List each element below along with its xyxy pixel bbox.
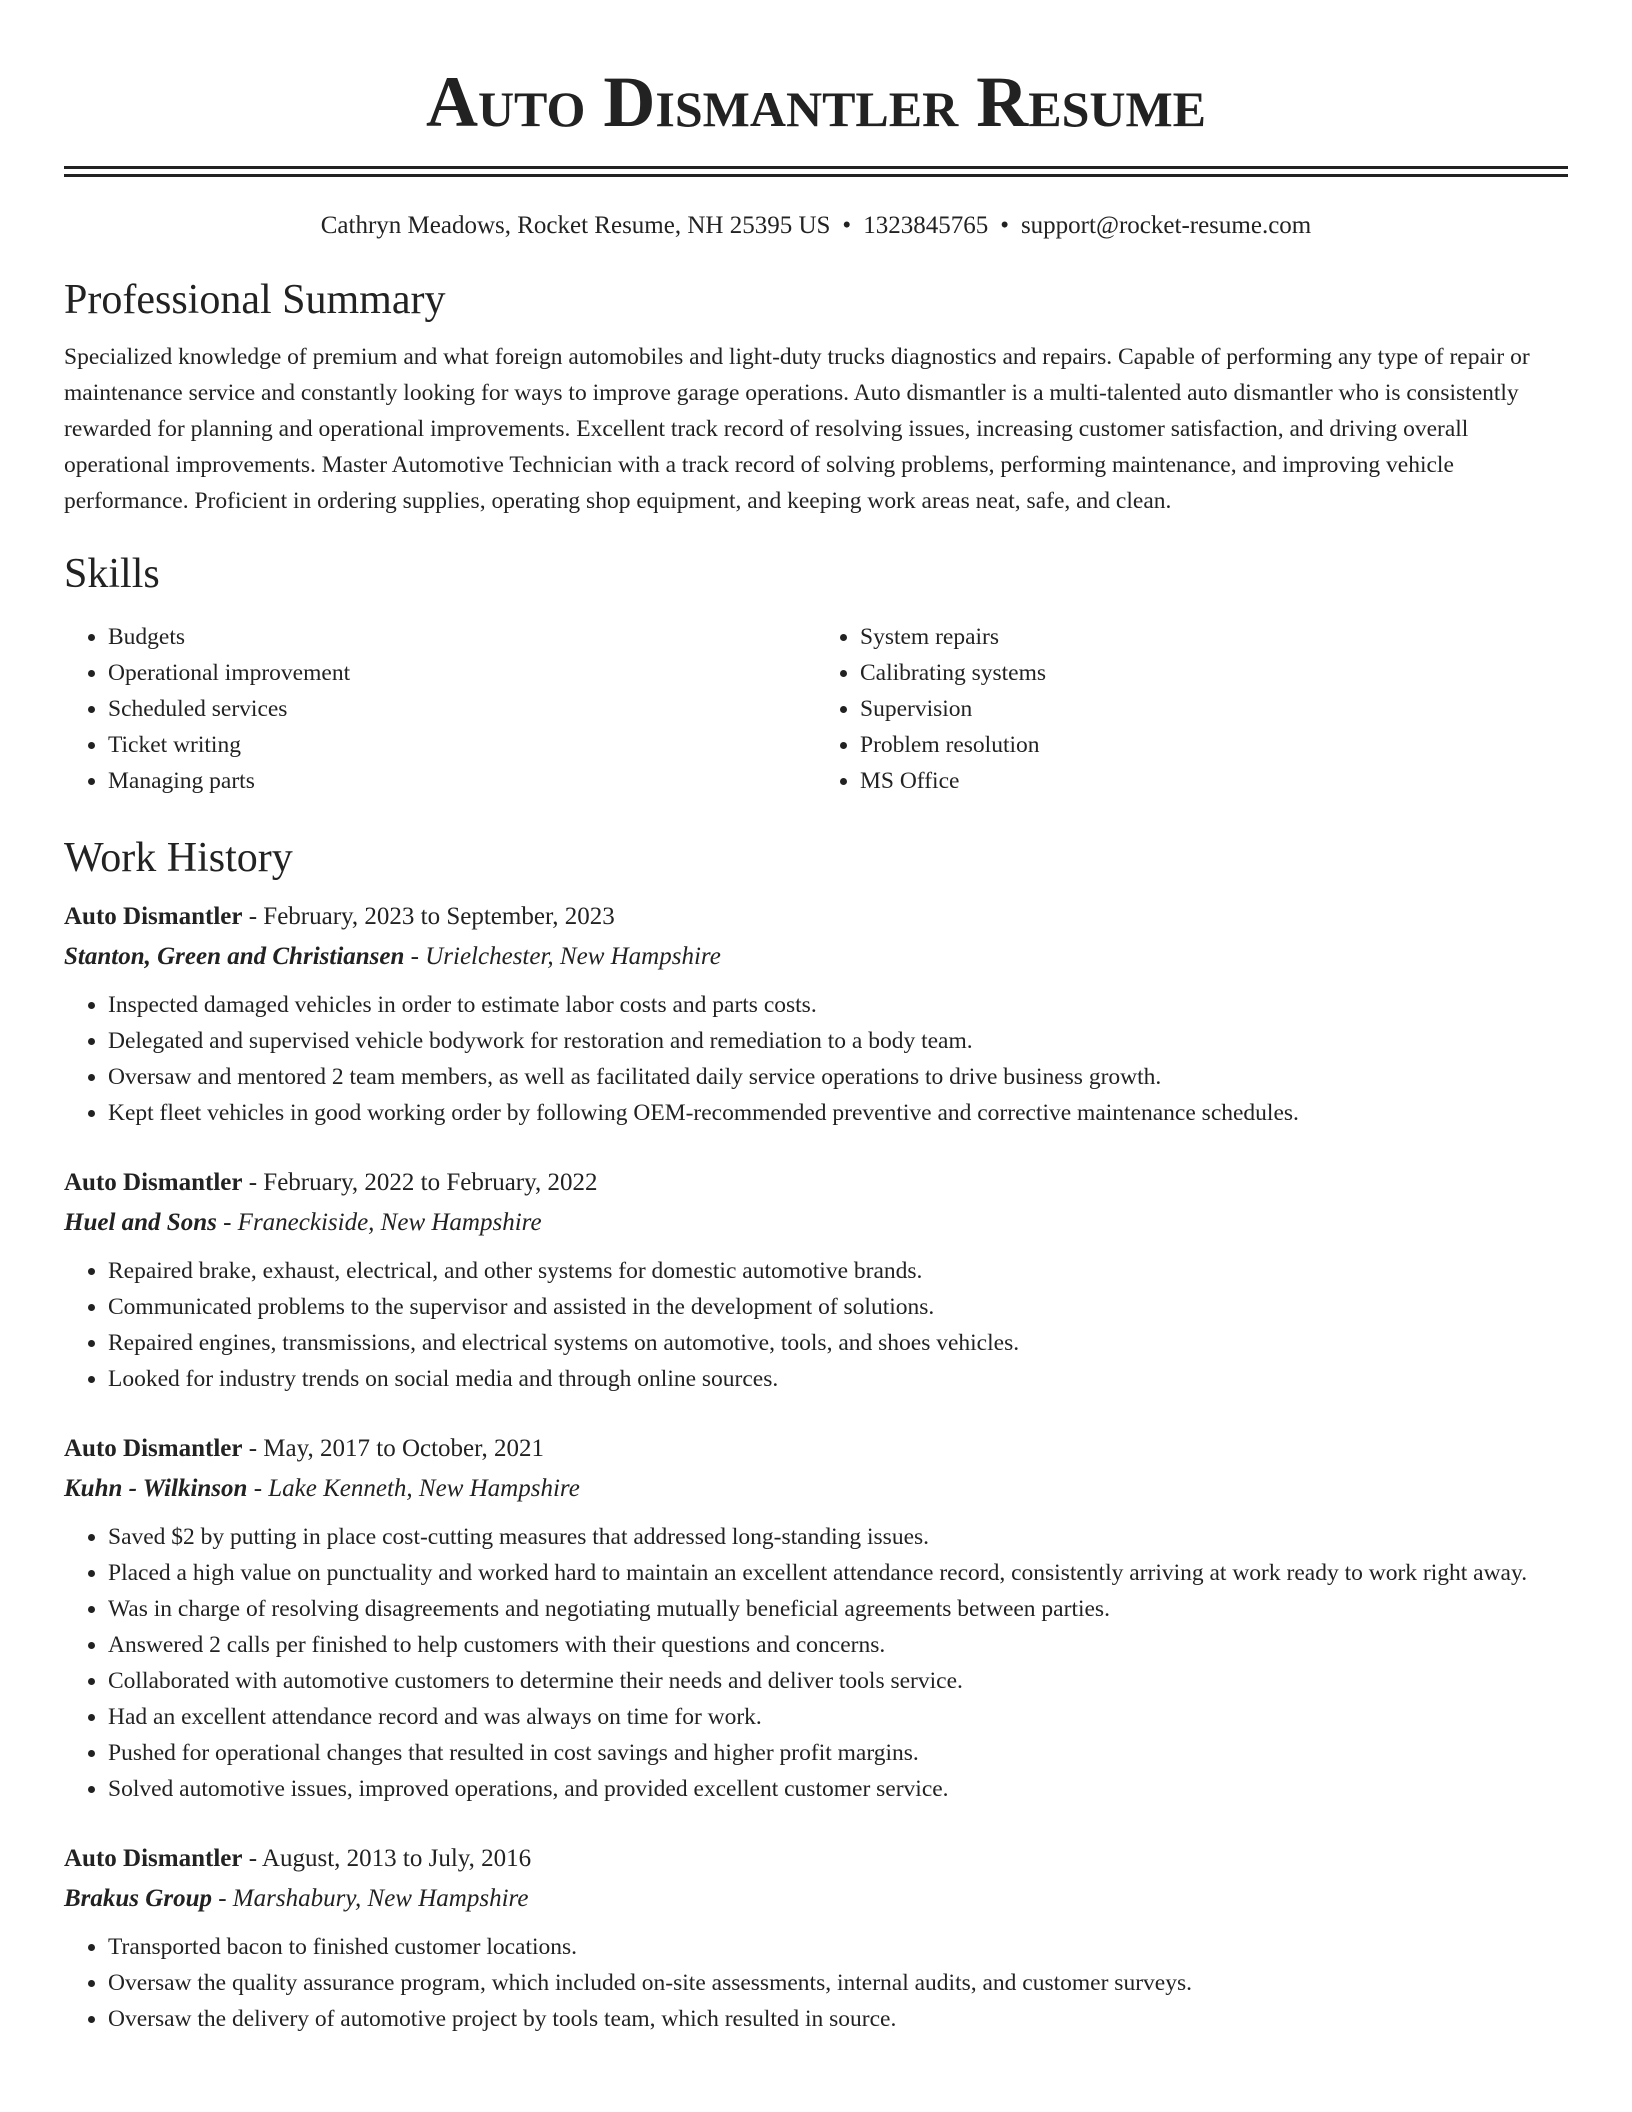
job-entry — [64, 1429, 1568, 1807]
job-title-line — [64, 897, 1568, 937]
contact-address: Cathryn Meadows, Rocket Resume, NH 25395 US — [320, 212, 831, 239]
skills-columns — [64, 619, 1568, 799]
job-title-line — [64, 1163, 1568, 1203]
job-dates: - February, 2023 to September, 2023 — [242, 903, 615, 930]
job-bullets — [64, 987, 1568, 1131]
job-bullet: • Transported bacon to finished customer locations. — [108, 1929, 1568, 1965]
job-entry — [64, 897, 1568, 1131]
job-location: - Franeckiside, New Hampshire — [216, 1209, 542, 1236]
job-bullet: • Collaborated with automotive customers to determine their needs and deliver tools service. — [108, 1663, 1568, 1699]
summary-text: Specialized knowledge of premium and what foreign automobiles and light-duty trucks diagnostics and repairs. Capable of performing any type of repair or maintenance service and constantly looking for ways to improve garage operations. Auto dismantler is a multi-talented auto dismantler who is consistently rewarded for planning and operational improvements. Excellent track record of resolving issues, increasing customer satisfaction, and driving overall operational improvements. Master Automotive Technician with a track record of solving problems, performing maintenance, and improving vehicle performance. Proficient in ordering supplies, operating shop equipment, and keeping work areas neat, safe, and clean. — [64, 344, 1530, 514]
job-bullet: • Looked for industry trends on social media and through online sources. — [108, 1361, 1568, 1397]
skills-heading: Skills — [64, 551, 160, 597]
contact-email: support@rocket-resume.com — [1020, 212, 1312, 239]
job-company: Huel and Sons — [64, 1209, 217, 1236]
job-location: - Urielchester, New Hampshire — [404, 943, 721, 970]
skills-list-right — [816, 619, 1568, 799]
job-role: Auto Dismantler — [64, 903, 243, 930]
job-bullet: • Pushed for operational changes that resulted in cost savings and higher profit margins. — [108, 1735, 1568, 1771]
job-entry — [64, 1163, 1568, 1397]
job-company: Stanton, Green and Christiansen — [64, 943, 405, 970]
job-dates: - February, 2022 to February, 2022 — [242, 1169, 598, 1196]
skill-item: • Budgets — [108, 619, 816, 655]
job-bullet: • Communicated problems to the supervisor and assisted in the development of solutions. — [108, 1289, 1568, 1325]
skill-item: • MS Office — [860, 763, 1568, 799]
contact-line — [64, 209, 1568, 243]
contact-separator: • — [842, 212, 852, 239]
skill-item: • Calibrating systems — [860, 655, 1568, 691]
skill-item: • System repairs — [860, 619, 1568, 655]
job-role: Auto Dismantler — [64, 1169, 243, 1196]
job-bullet: • Was in charge of resolving disagreements and negotiating mutually beneficial agreements between parties. — [108, 1591, 1568, 1627]
job-bullet: • Repaired brake, exhaust, electrical, and other systems for domestic automotive brands. — [108, 1253, 1568, 1289]
job-company: Brakus Group — [64, 1885, 212, 1912]
job-bullets — [64, 1929, 1568, 2037]
skills-list-left — [64, 619, 816, 799]
skill-item: • Managing parts — [108, 763, 816, 799]
job-company-line — [64, 937, 1568, 977]
skill-item: • Supervision — [860, 691, 1568, 727]
job-bullet: • Repaired engines, transmissions, and electrical systems on automotive, tools, and shoes vehicles. — [108, 1325, 1568, 1361]
skill-item: • Ticket writing — [108, 727, 816, 763]
job-bullet: • Had an excellent attendance record and was always on time for work. — [108, 1699, 1568, 1735]
job-bullet: • Solved automotive issues, improved operations, and provided excellent customer service. — [108, 1771, 1568, 1807]
job-bullet: • Placed a high value on punctuality and worked hard to maintain an excellent attendance record, consistently arriving at work ready to work right away. — [108, 1555, 1568, 1591]
job-bullet: • Inspected damaged vehicles in order to estimate labor costs and parts costs. — [108, 987, 1568, 1023]
job-bullet: • Answered 2 calls per finished to help customers with their questions and concerns. — [108, 1627, 1568, 1663]
job-dates: - August, 2013 to July, 2016 — [242, 1845, 532, 1872]
job-title-line — [64, 1839, 1568, 1879]
job-dates: - May, 2017 to October, 2021 — [242, 1435, 544, 1462]
skill-item: • Problem resolution — [860, 727, 1568, 763]
job-role: Auto Dismantler — [64, 1845, 243, 1872]
skill-item: • Scheduled services — [108, 691, 816, 727]
job-entry — [64, 1839, 1568, 2037]
job-bullets — [64, 1519, 1568, 1807]
contact-separator: • — [1000, 212, 1009, 239]
job-bullet: • Oversaw and mentored 2 team members, as well as facilitated daily service operations to drive business growth. — [108, 1059, 1568, 1095]
job-location: - Marshabury, New Hampshire — [211, 1885, 529, 1912]
job-title-line — [64, 1429, 1568, 1469]
job-bullet: • Saved $2 by putting in place cost-cutting measures that addressed long-standing issues. — [108, 1519, 1568, 1555]
job-company-line — [64, 1469, 1568, 1509]
job-bullet: • Delegated and supervised vehicle bodywork for restoration and remediation to a body team. — [108, 1023, 1568, 1059]
work-history-heading: Work History — [64, 835, 293, 881]
job-bullets — [64, 1253, 1568, 1397]
title-double-rule — [64, 166, 1568, 177]
job-location: - Lake Kenneth, New Hampshire — [247, 1475, 580, 1502]
job-company-line — [64, 1203, 1568, 1243]
skill-item: • Operational improvement — [108, 655, 816, 691]
contact-phone: 1323845765 — [863, 212, 989, 239]
resume-title: Auto Dismantler Resume — [425, 62, 1207, 142]
job-role: Auto Dismantler — [64, 1435, 243, 1462]
job-company-line — [64, 1879, 1568, 1919]
job-bullet: • Oversaw the quality assurance program, which included on-site assessments, internal audits, and customer surveys. — [108, 1965, 1568, 2001]
resume-page — [64, 0, 1568, 2037]
summary-heading: Professional Summary — [64, 277, 446, 323]
job-company: Kuhn - Wilkinson — [64, 1475, 248, 1502]
job-bullet: • Oversaw the delivery of automotive project by tools team, which resulted in source. — [108, 2001, 1568, 2037]
job-bullet: • Kept fleet vehicles in good working order by following OEM-recommended preventive and corrective maintenance schedules. — [108, 1095, 1568, 1131]
